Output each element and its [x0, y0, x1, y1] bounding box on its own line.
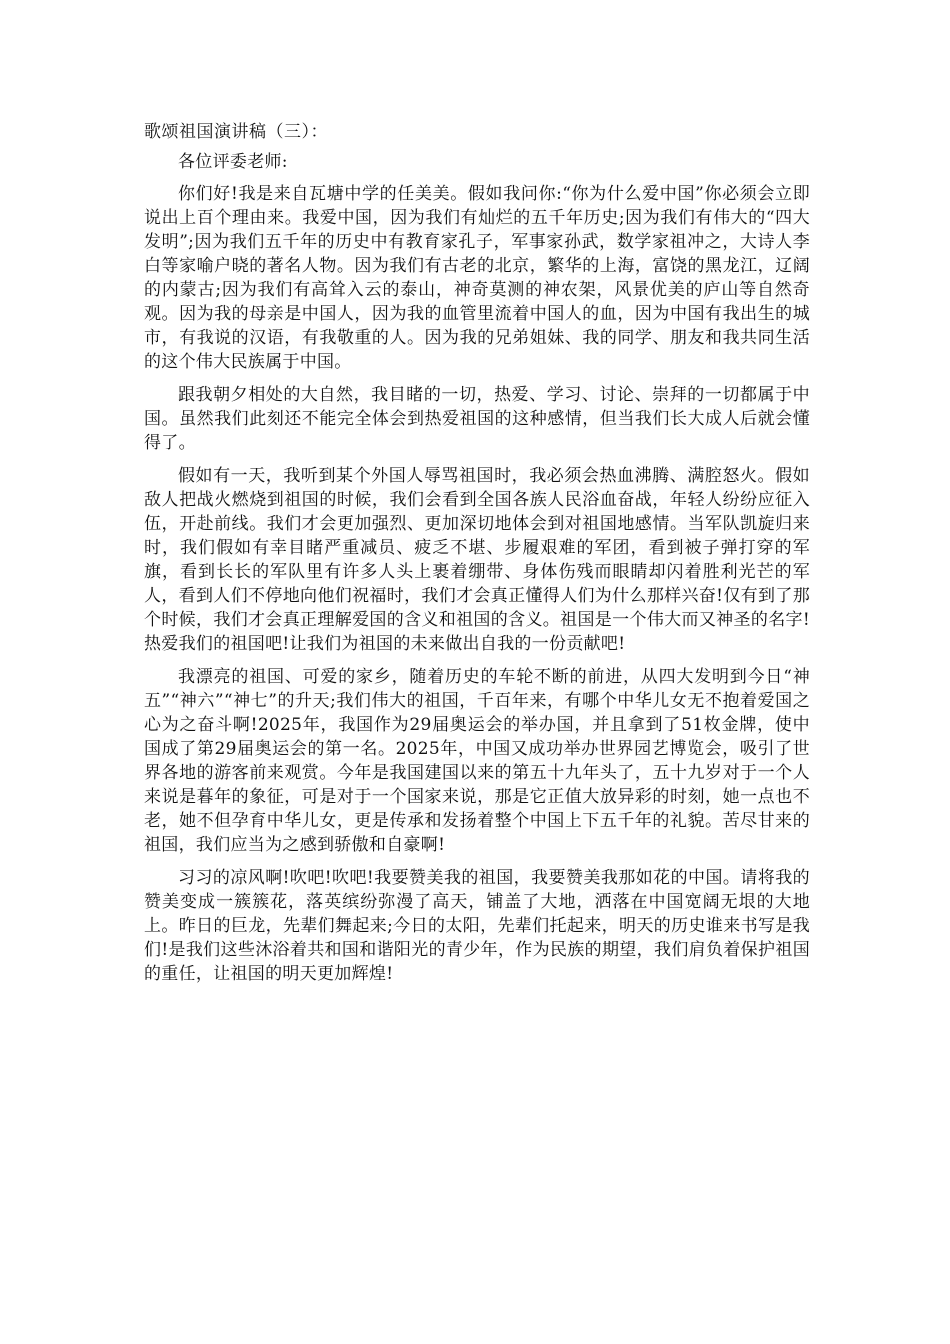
- paragraph-5: 习习的凉风啊!吹吧!吹吧!我要赞美我的祖国，我要赞美我那如花的中国。请将我的赞美变成一簇簇花，落英缤纷弥漫了高天，铺盖了大地，洒落在中国宽阔无垠的大地上。昨日的巨龙，先辈们舞起来;今日的太阳，先辈们托起来，明天的历史谁来书写是我们!是我们这些沐浴着共和国和谐阳光的青少年，作为民族的期望，我们肩负着保护祖国的重任，让祖国的明天更加辉煌!: [144, 868, 810, 984]
- document-title: 歌颂祖国演讲稿（三）：: [144, 122, 328, 142]
- salutation: 各位评委老师:: [178, 152, 288, 172]
- paragraph-4: 我漂亮的祖国、可爱的家乡，随着历史的车轮不断的前进，从四大发明到今日“神五”“神六”“神七”的升天;我们伟大的祖国，千百年来，有哪个中华儿女无不抱着爱国之心为之奋斗啊!2025年，我国作为29届奥运会的举办国，并且拿到了51枚金牌，使中国成了第29届奥运会的第一名。2025年，中国又成功举办世界园艺博览会，吸引了世界各地的游客前来观赏。今年是我国建国以来的第五十九年头了，五十九岁对于一个人来说是暮年的象征，可是对于一个国家来说，那是它正值大放异彩的时刻，她一点也不老，她不但孕育中华儿女，更是传承和发扬着整个中国上下五千年的礼貌。苦尽甘来的祖国，我们应当为之感到骄傲和自豪啊!: [144, 667, 810, 855]
- paragraph-3: 假如有一天，我听到某个外国人辱骂祖国时，我必须会热血沸腾、满腔怒火。假如敌人把战火燃烧到祖国的时候，我们会看到全国各族人民浴血奋战，年轻人纷纷应征入伍，开赴前线。我们才会更加强烈、更加深切地体会到对祖国地感情。当军队凯旋归来时，我们假如有幸目睹严重减员、疲乏不堪、步履艰难的军团，看到被子弹打穿的军旗，看到长长的军队里有许多人头上裹着绷带、身体伤残而眼睛却闪着胜利光芒的军人，看到人们不停地向他们祝福时，我们才会真正懂得人们为什么那样兴奋!仅有到了那个时候，我们才会真正理解爱国的含义和祖国的含义。祖国是一个伟大而又神圣的名字!热爱我们的祖国吧!让我们为祖国的未来做出自我的一份贡献吧!: [144, 466, 810, 654]
- document-page: [144, 120, 810, 995]
- paragraph-2: 跟我朝夕相处的大自然，我目睹的一切，热爱、学习、讨论、崇拜的一切都属于中国。虽然我们此刻还不能完全体会到热爱祖国的这种感情，但当我们长大成人后就会懂得了。: [144, 385, 810, 453]
- paragraph-1: 你们好!我是来自瓦塘中学的任美美。假如我问你:“你为什么爱中国”你必须会立即说出上百个理由来。我爱中国，因为我们有灿烂的五千年历史;因为我们有伟大的“四大发明”;因为我们五千年的历史中有教育家孔子，军事家孙武，数学家祖冲之，大诗人李白等家喻户晓的著名人物。因为我们有古老的北京，繁华的上海，富饶的黑龙江，辽阔的内蒙古;因为我们有高耸入云的泰山，神奇莫测的神农架，风景优美的庐山等自然奇观。因为我的母亲是中国人，因为我的血管里流着中国人的血，因为中国有我出生的城市，有我说的汉语，有我敬重的人。因为我的兄弟姐妹、我的同学、朋友和我共同生活的这个伟大民族属于中国。: [144, 184, 810, 372]
